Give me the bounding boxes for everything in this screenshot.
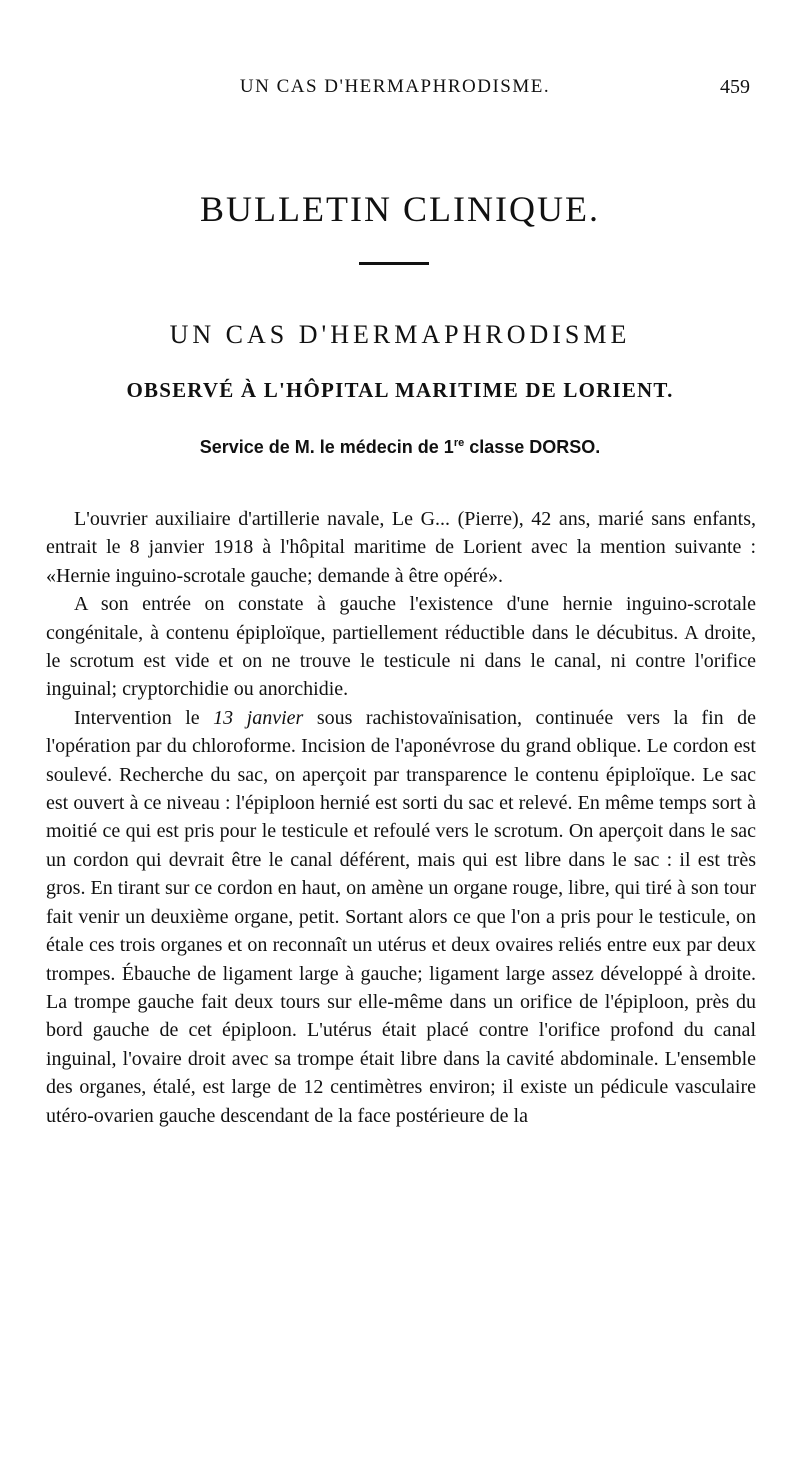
running-header <box>40 76 750 106</box>
running-title: UN CAS D'HERMAPHRODISME. <box>239 76 551 97</box>
service-superscript: re <box>453 437 465 449</box>
article-subtitle: OBSERVÉ À L'HÔPITAL MARITIME DE LORIENT. <box>126 378 674 402</box>
paragraph-1: L'ouvrier auxiliaire d'artillerie navale, Le G... (Pierre), 42 ans, marié sans enfants, entrait le 8 janvier 1918 à l'hôpital maritime de Lorient avec la mention suivante : «Hernie inguino-scrotale gauche; demande à être opéré». <box>46 508 756 587</box>
paragraph-3 <box>46 704 756 1130</box>
paragraph-3-start: Intervention le <box>74 706 214 729</box>
body-text <box>46 505 756 1130</box>
service-prefix: Service de M. le médecin de 1 <box>199 437 454 457</box>
paragraph-3-date: 13 janvier <box>213 706 304 729</box>
divider-rule <box>359 262 429 265</box>
service-line <box>0 437 800 458</box>
page-number: 459 <box>720 76 750 98</box>
section-title: BULLETIN CLINIQUE. <box>200 189 600 229</box>
service-suffix: classe DORSO. <box>464 437 601 457</box>
paragraph-2: A son entrée on constate à gauche l'existence d'une hernie inguino-scrotale congénitale, à contenu épiploïque, partiellement réductible dans le décubitus. A droite, le scrotum est vide et on ne trouve le testicule ni dans le canal, ni contre l'orifice inguinal; cryptorchidie ou anorchidie. <box>46 593 756 701</box>
paragraph-3-rest: sous rachistovaïnisation, continuée vers la fin de l'opération par du chloroforme. Incision de l'aponévrose du grand oblique. Le cordon est soulevé. Recherche du sac, on aperçoit par transparence le contenu épiploïque. Le sac est ouvert à ce niveau : l'épiploon hernié est sorti du sac et relevé. En même temps sort à moitié ce qui est pris pour le testicule et refoulé vers le scrotum. On aperçoit dans le sac un cordon qui devrait être le canal déférent, mais qui est libre dans le sac : il est très gros. En tirant sur ce cordon en haut, on amène un organe rouge, libre, qui tiré à son tour fait venir un deuxième organe, petit. Sortant alors ce que l'on a pris pour le testicule, on étale ces trois organes et on reconnaît un utérus et deux ovaires reliés entre eux par deux trompes. Ébauche de ligament large à gauche; ligament large assez développé à droite. La trompe gauche fait deux tours sur elle-même dans un orifice de l'épiploon, près du bord gauche de cet épiploon. L'utérus était placé contre l'orifice profond du canal inguinal, l'ovaire droit avec sa trompe était libre dans la cavité abdominale. L'ensemble des organes, étalé, est large de 12 centimètres environ; il existe un pédicule vasculaire utéro-ovarien gauche descendant de la face postérieure de la <box>46 706 757 1127</box>
article-title: UN CAS D'HERMAPHRODISME <box>169 320 631 349</box>
